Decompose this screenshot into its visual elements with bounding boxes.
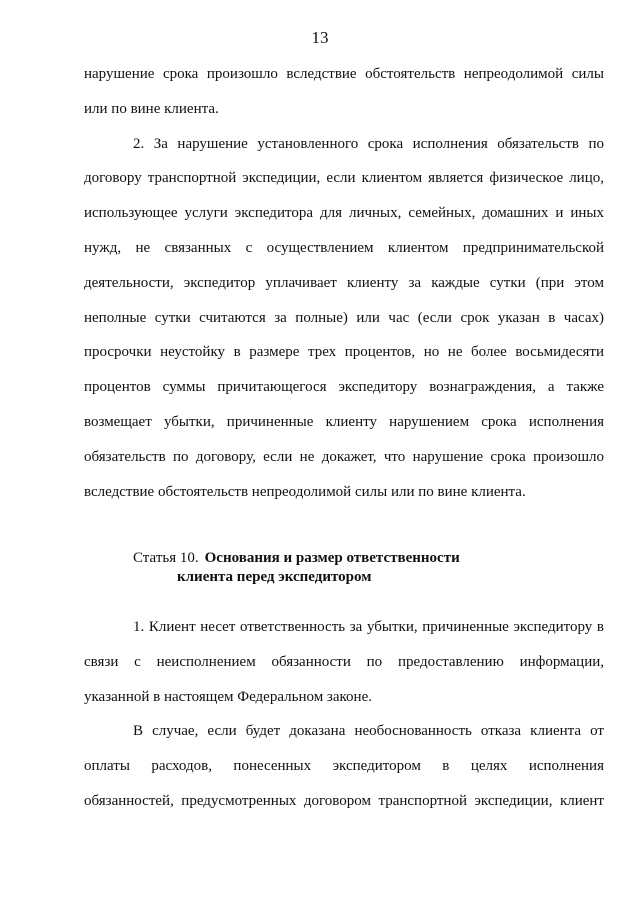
paragraph-block-1	[84, 57, 604, 509]
text-line: просрочки неустойку в размере трех процентов, но не более восьмидесяти	[84, 344, 604, 361]
text-line: или по вине клиента.	[84, 100, 219, 117]
article-heading	[133, 549, 460, 587]
text-line: связи с неисполнением обязанности по предоставлению информации,	[84, 653, 604, 670]
text-line: В случае, если будет доказана необоснованность отказа клиента от	[133, 723, 604, 740]
page-number: 13	[311, 28, 329, 47]
text-line: процентов суммы причитающегося экспедитору вознаграждения, а также	[84, 379, 604, 396]
text-line: договору транспортной экспедиции, если клиентом является физическое лицо,	[84, 170, 604, 187]
text-line: обязанностей, предусмотренных договором транспортной экспедиции, клиент	[84, 792, 604, 809]
text-line: вследствие обстоятельств непреодолимой силы или по вине клиента.	[84, 483, 526, 500]
text-line: оплаты расходов, понесенных экспедитором в целях исполнения	[84, 758, 604, 775]
text-line: деятельности, экспедитор уплачивает клиенту за каждые сутки (при этом	[84, 274, 604, 291]
text-line: использующее услуги экспедитора для личных, семейных, домашних и иных	[84, 205, 604, 222]
text-line: 2. За нарушение установленного срока исполнения обязательств по	[133, 135, 604, 152]
text-line: нужд, не связанных с осуществлением клиентом предпринимательской	[84, 239, 604, 256]
paragraph-block-2	[84, 610, 604, 819]
text-line: неполные сутки считаются за полные) или час (если срок указан в часах)	[84, 309, 604, 326]
article-title-line-1: Основания и размер ответственности	[204, 550, 460, 566]
text-line: указанной в настоящем Федеральном законе.	[84, 688, 372, 705]
article-number: Статья 10.	[133, 550, 199, 566]
text-line: нарушение срока произошло вследствие обстоятельств непреодолимой силы	[84, 66, 604, 82]
text-line: возмещает убытки, причиненные клиенту нарушением срока исполнения	[84, 413, 604, 430]
text-line: 1. Клиент несет ответственность за убытки, причиненные экспедитору в	[133, 619, 604, 635]
text-line: обязательств по договору, если не докажет, что нарушение срока произошло	[84, 448, 604, 465]
article-title-line-2: клиента перед экспедитором	[177, 569, 372, 585]
